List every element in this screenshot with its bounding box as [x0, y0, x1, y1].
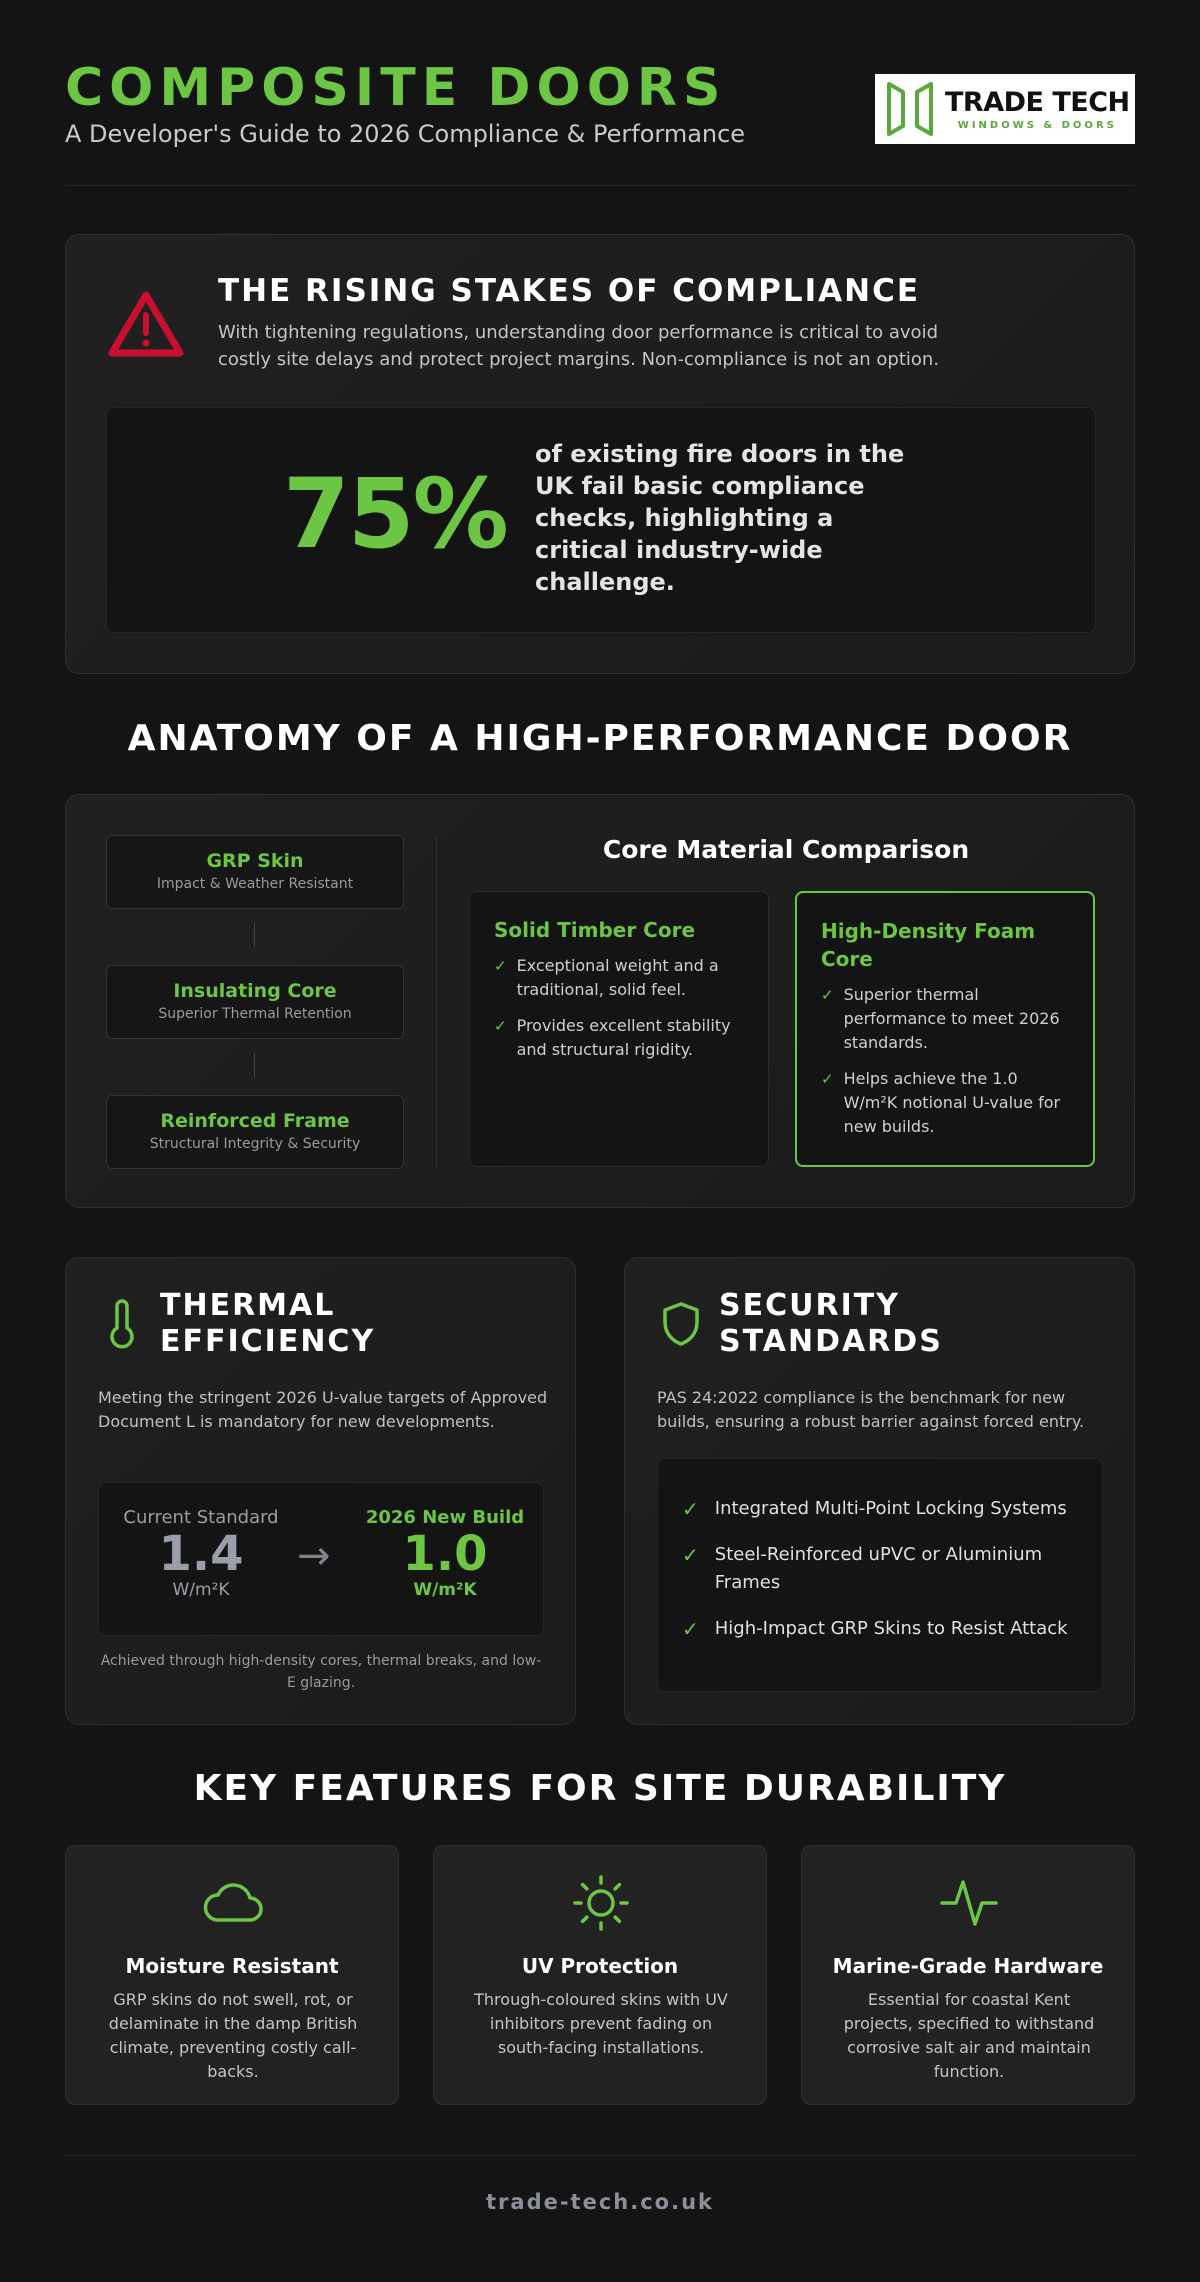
u-value-comparison: [98, 1482, 544, 1636]
current-label: Current Standard: [123, 1507, 279, 1528]
new-value: 1.0: [402, 1526, 488, 1582]
compliance-text: With tightening regulations, understanding door performance is critical to avoid costly site delays and protect project margins. Non-compliance is not an option.: [218, 322, 940, 370]
feature-title: UV Protection: [521, 1954, 679, 1978]
cloud-icon: [200, 1872, 266, 1934]
divider: [436, 835, 437, 1169]
layer-desc: Impact & Weather Resistant: [156, 876, 354, 892]
new-label: 2026 New Build: [365, 1507, 525, 1528]
thermal-title: [160, 1288, 375, 1360]
list-item: [494, 954, 744, 1002]
point-text: Exceptional weight and a traditional, solid feel.: [516, 956, 719, 999]
title-line: THERMAL: [160, 1288, 336, 1323]
layer-connector: [254, 923, 255, 947]
logo-name: TRADE TECH: [945, 87, 1130, 118]
security-text: PAS 24:2022 compliance is the benchmark for new builds, ensuring a robust barrier against forced entry.: [657, 1388, 1085, 1431]
feature-moisture: [65, 1845, 399, 2105]
check-icon: ✓: [821, 986, 834, 1004]
point-text: Helps achieve the 1.0 W/m²K notional U-value for new builds.: [843, 1069, 1061, 1136]
thermal-text: Meeting the stringent 2026 U-value targets of Approved Document L is mandatory for new developments.: [98, 1388, 548, 1431]
warning-triangle-icon: [106, 289, 186, 361]
layer-name: GRP Skin: [206, 850, 304, 872]
current-unit: W/m²K: [172, 1580, 230, 1600]
title-line: EFFICIENCY: [160, 1324, 376, 1359]
list-item: [682, 1615, 1082, 1643]
point-text: Integrated Multi-Point Locking Systems: [714, 1498, 1067, 1519]
sun-icon: [568, 1872, 634, 1934]
security-list-box: [657, 1458, 1103, 1692]
current-standard: [111, 1507, 291, 1600]
trade-tech-logo[interactable]: [875, 74, 1135, 144]
compliance-card: [65, 234, 1135, 674]
material-title: Solid Timber Core: [494, 918, 696, 942]
point-text: Provides excellent stability and structural rigidity.: [516, 1016, 731, 1059]
comparison-title: Core Material Comparison: [602, 835, 970, 864]
feature-text: Through-coloured skins with UV inhibitors prevent fading on south-facing installations.: [474, 1990, 728, 2057]
page-subtitle: A Developer's Guide to 2026 Compliance & Performance: [65, 120, 746, 148]
logo-tagline: WINDOWS & DOORS: [957, 120, 1117, 131]
feature-title: Moisture Resistant: [125, 1954, 339, 1978]
check-icon: ✓: [494, 957, 507, 975]
features-heading: KEY FEATURES FOR SITE DURABILITY: [193, 1768, 1007, 1809]
new-build-standard: [355, 1507, 535, 1600]
layer-connector: [254, 1053, 255, 1077]
point-text: High-Impact GRP Skins to Resist Attack: [714, 1618, 1068, 1639]
layer-desc: Superior Thermal Retention: [158, 1006, 352, 1022]
feature-title: Marine-Grade Hardware: [832, 1954, 1104, 1978]
check-icon: ✓: [682, 1497, 699, 1521]
anatomy-heading: ANATOMY OF A HIGH-PERFORMANCE DOOR: [127, 718, 1073, 759]
list-item: [821, 983, 1069, 1055]
layer-reinforced-frame: [106, 1095, 404, 1169]
thermometer-icon: [102, 1298, 142, 1350]
layer-grp-skin: [106, 835, 404, 909]
feature-uv: [433, 1845, 767, 2105]
check-icon: ✓: [682, 1543, 699, 1567]
title-line: STANDARDS: [719, 1324, 943, 1359]
layer-name: Reinforced Frame: [160, 1110, 350, 1132]
feature-text: GRP skins do not swell, rot, or delaminate in the damp British climate, preventing costly call-backs.: [108, 1990, 358, 2081]
stat-value: 75%: [283, 458, 507, 570]
list-item: [494, 1014, 744, 1062]
stat-description: of existing fire doors in the UK fail basic compliance checks, highlighting a critical industry-wide challenge.: [535, 440, 905, 596]
thermal-note: Achieved through high-density cores, thermal breaks, and low-E glazing.: [100, 1653, 542, 1691]
check-icon: ✓: [821, 1070, 834, 1088]
current-value: 1.4: [158, 1526, 244, 1582]
layer-insulating-core: [106, 965, 404, 1039]
list-item: [682, 1541, 1082, 1597]
anatomy-card: [65, 794, 1135, 1208]
door-logo-icon: [885, 80, 935, 138]
shield-icon: [661, 1298, 701, 1350]
material-title: High-Density Foam Core: [821, 919, 1036, 971]
security-standards-card: [624, 1257, 1135, 1725]
compliance-title: THE RISING STAKES OF COMPLIANCE: [218, 273, 921, 309]
footer-url[interactable]: trade-tech.co.uk: [486, 2190, 714, 2214]
material-foam-core: [795, 891, 1095, 1167]
layer-desc: Structural Integrity & Security: [149, 1136, 361, 1152]
point-text: Steel-Reinforced uPVC or Aluminium Frames: [714, 1544, 1043, 1593]
check-icon: ✓: [494, 1017, 507, 1035]
list-item: [821, 1067, 1069, 1139]
layer-name: Insulating Core: [173, 980, 337, 1002]
new-unit: W/m²K: [413, 1580, 477, 1600]
security-title: [719, 1288, 943, 1360]
feature-text: Essential for coastal Kent projects, specified to withstand corrosive salt air and maintain function.: [843, 1990, 1095, 2081]
footer-divider: [65, 2155, 1135, 2156]
point-text: Superior thermal performance to meet 2026 standards.: [843, 985, 1060, 1052]
thermal-efficiency-card: [65, 1257, 576, 1725]
header: [65, 0, 1135, 186]
statistic-box: [106, 407, 1096, 633]
page-title: COMPOSITE DOORS: [65, 58, 727, 118]
title-line: SECURITY: [719, 1288, 900, 1323]
arrow-right-icon: →: [297, 1533, 331, 1579]
feature-marine-hardware: [801, 1845, 1135, 2105]
list-item: [682, 1495, 1082, 1523]
material-solid-timber: [469, 891, 769, 1167]
activity-icon: [936, 1872, 1002, 1934]
check-icon: ✓: [682, 1617, 699, 1641]
